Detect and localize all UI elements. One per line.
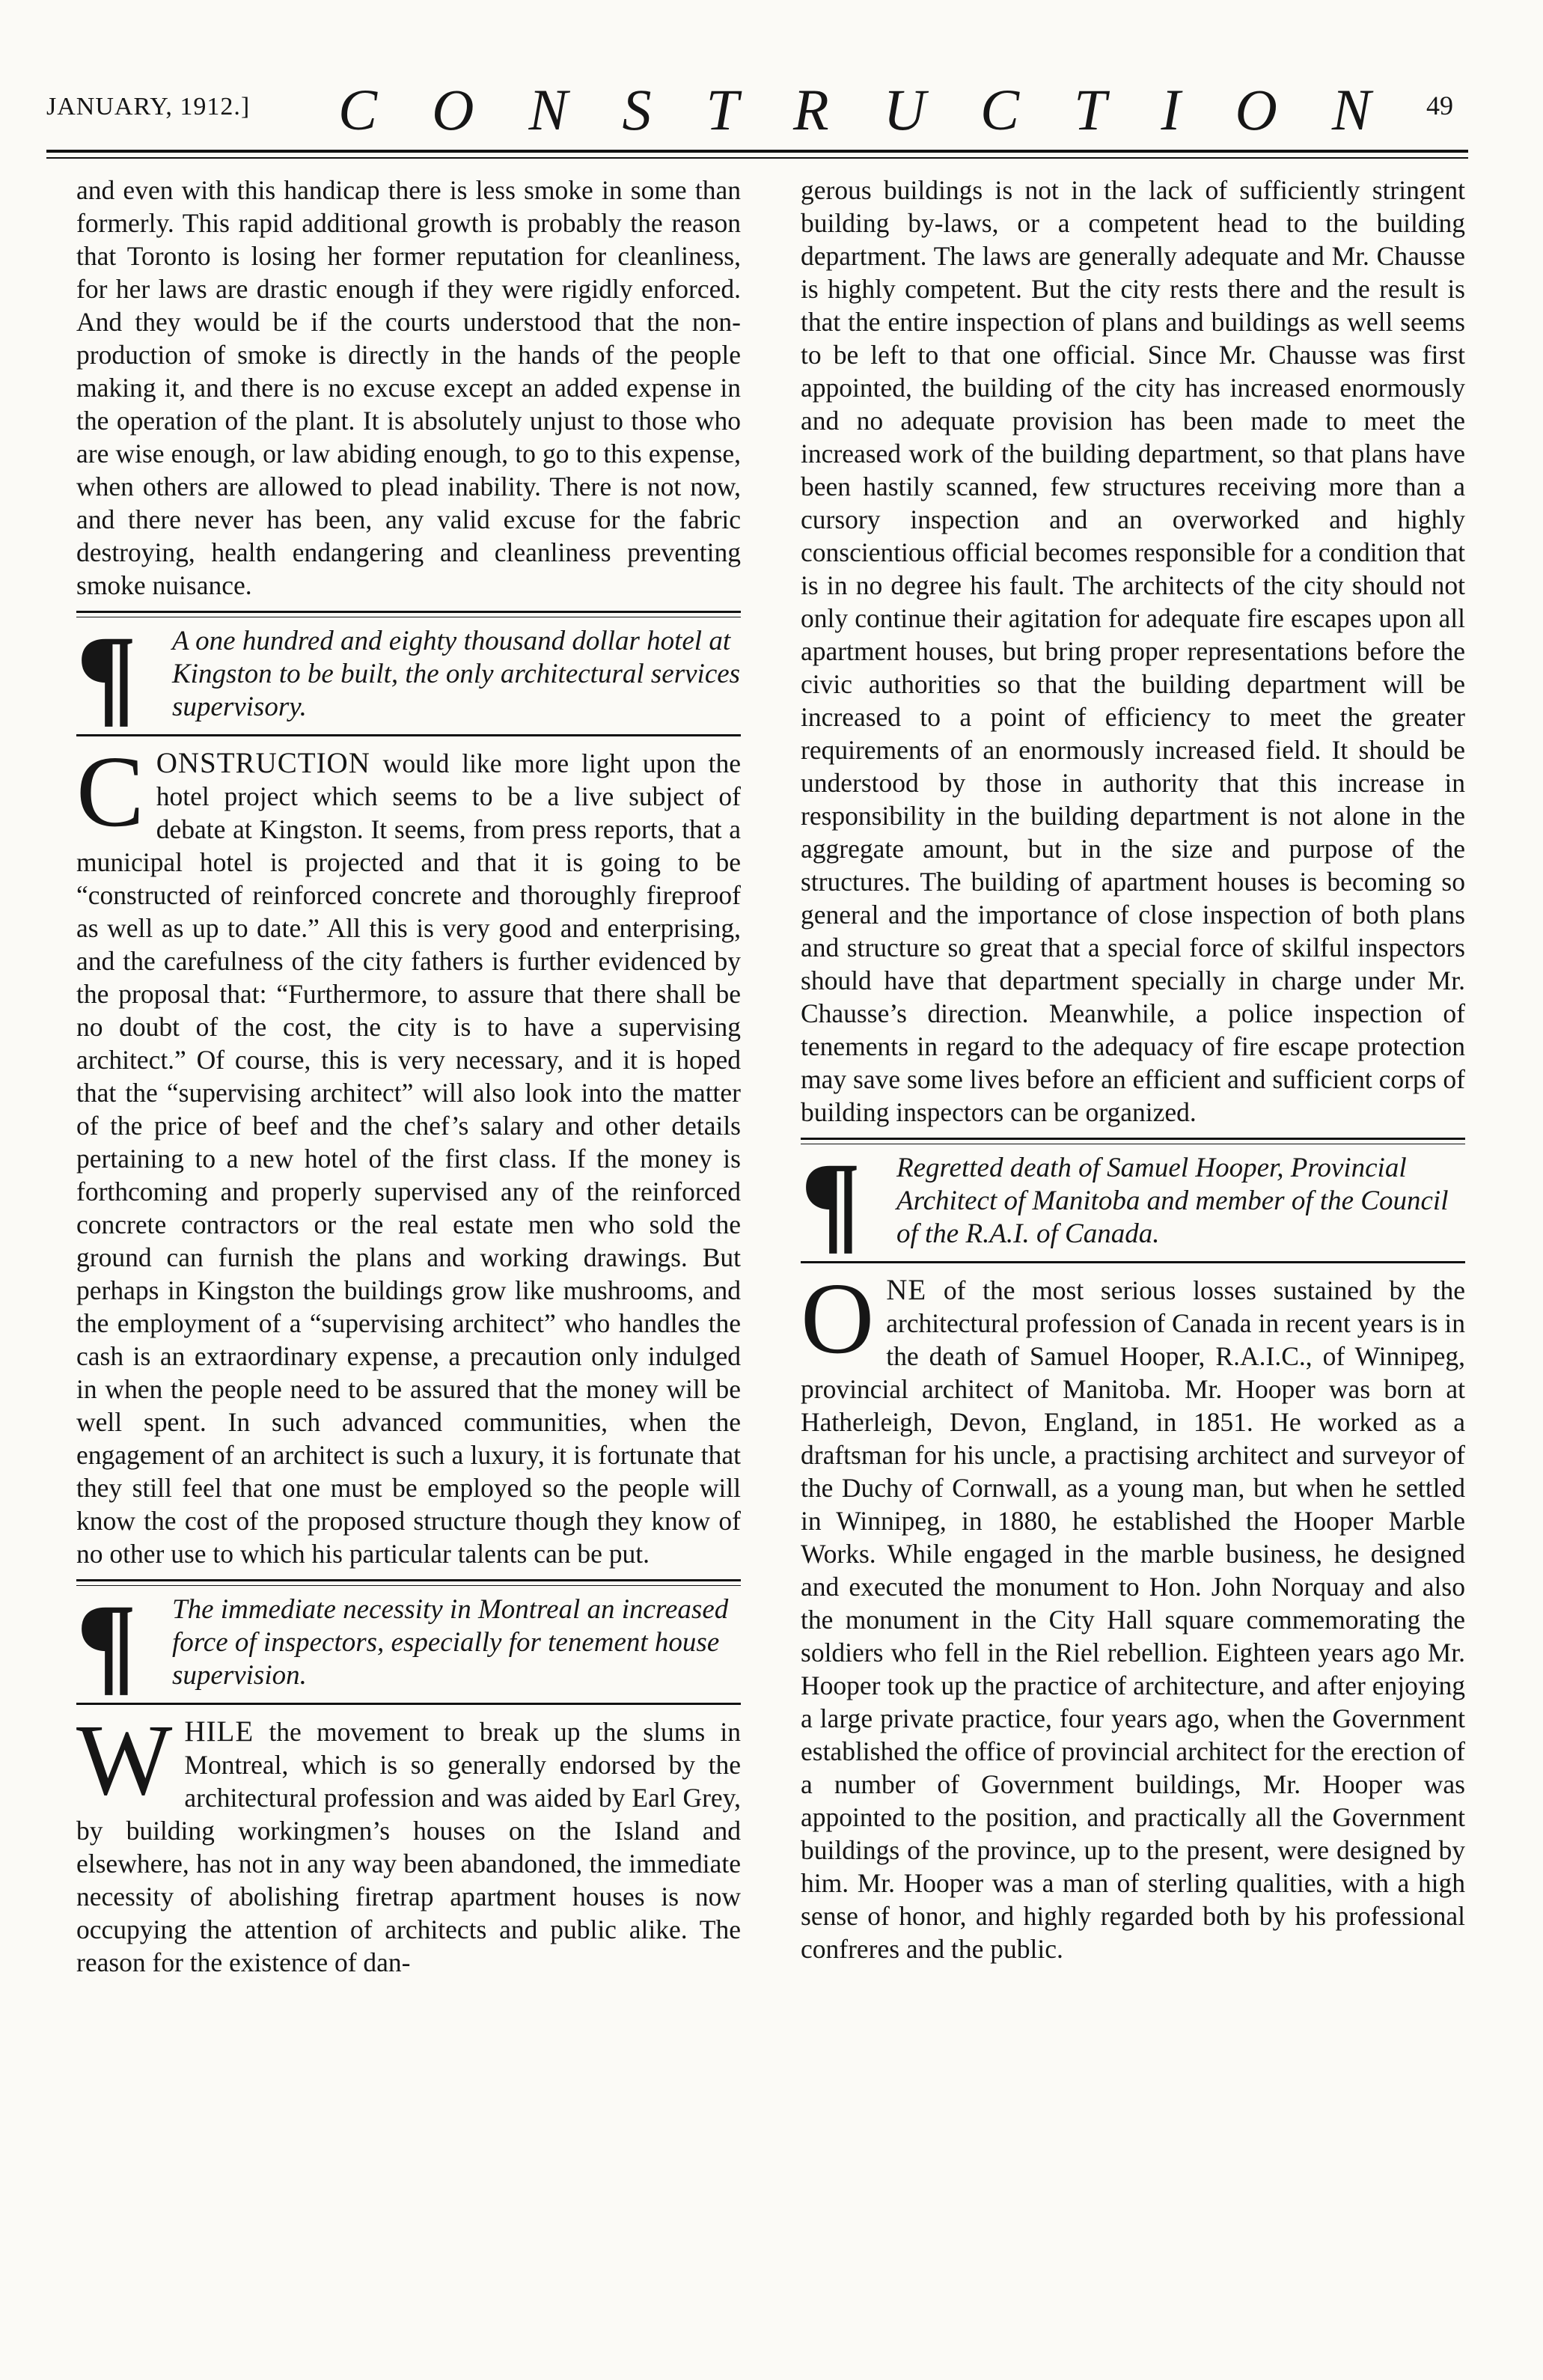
masthead-letter: T xyxy=(1074,77,1107,142)
masthead-letter: O xyxy=(432,77,474,142)
right-column xyxy=(801,174,1465,1965)
header-rule xyxy=(46,150,1468,153)
masthead-letter: U xyxy=(883,77,926,142)
topic-box-kingston-hotel xyxy=(76,611,741,736)
montreal-inspectors-continued: gerous buildings is not in the lack of sufficiently stringent building by-laws, or a competent head to the building department. The laws are generally adequate and Mr. Chausse is highly competent. But the city rests there and the result is that the entire inspection of plans and buildings as well seems to be left to that one official. Since Mr. Chausse was first appointed, the building of the city has increased enormously and no adequate provision has been made to meet the increased work of the building department, so that plans have been hastily scanned, few structures receiving more than a cursory inspection and an overworked and highly conscientious official becomes responsible for a condition that is in no degree his fault. The architects of the city should not only continue their agitation for adequate fire escapes upon all apartment houses, but bring proper representations before the civic authorities so that the building department will be increased to a point of efficiency to meet the greater requirements of an enormously increased field. It should be understood by those in authority that this increase in responsibility in the building department is not alone in the aggregate amount, but in the size and purpose of the structures. The building of apartment houses is becoming so general and the importance of close inspection of both plans and structure so great that a special force of skilful inspectors should have that department specially in charge under Mr. Chausse’s direction. Meanwhile, a police inspection of tenements in regard to the adequacy of fire escape protection may save some lives before an efficient and sufficient corps of building inspectors can be organized. xyxy=(801,175,1465,1127)
pilcrow-icon: ¶ xyxy=(801,1140,862,1264)
masthead-letter: O xyxy=(1235,77,1277,142)
topic-box-montreal-inspectors xyxy=(76,1579,741,1705)
samuel-hooper-obituary xyxy=(801,1263,1465,1965)
topic-summary: A one hundred and eighty thousand dollar hotel at Kingston to be built, the only architectural services supervisory. xyxy=(172,626,741,722)
smoke-nuisance-paragraph: and even with this handicap there is less smoke in some than formerly. This rapid additional growth is probably the reason that Toronto is losing her former reputation for cleanliness, for her laws are drastic enough if they were rigidly enforced. And they would be if the courts understood that the non-production of smoke is directly in the hands of the people making it, and there is no excuse except an added expense in the operation of the plant. It is absolutely unjust to those who are wise enough, or law abiding enough, to go to this expense, when others are allowed to plead inability. There is not now, and there never has been, any valid excuse for the fabric destroying, health endangering and cleanliness preventing smoke nuisance. xyxy=(76,175,741,600)
article-body: of the most serious losses sustained by the architectural profession of Canada in recent years is in the death of Samuel Hooper, R.A.I.C., of Winnipeg, provincial architect of Manitoba. Mr. Hooper was born at Hatherleigh, Devon, England, in 1851. He worked as a draftsman for his uncle, a practising architect and surveyor of the Duchy of Cornwall, as a young man, but when he settled in Winnipeg, in 1880, he established the Hooper Marble Works. While engaged in the marble business, he designed and executed the monument to Hon. John Norquay and also the monument in the City Hall square commemorating the soldiers who fell in the Riel rebellion. Eighteen years ago Mr. Hooper took up the practice of architecture, and after enjoying a large private practice, four years ago, when the Government established the office of provincial architect for the erection of a number of Government buildings, Mr. Hooper was appointed to the position, and practically all the Government buildings of the province, up to the present, were designed by him. Mr. Hooper was a man of sterling qualities, with a high sense of honor, and highly regarded both by his professional confreres and the public. xyxy=(801,1275,1465,1964)
lead-word: NE xyxy=(886,1274,927,1306)
header-rule-thin xyxy=(46,157,1468,159)
drop-cap: W xyxy=(76,1704,173,1816)
masthead-letter: C xyxy=(338,77,378,142)
lead-word: HILE xyxy=(184,1715,254,1748)
topic-summary: The immediate necessity in Montreal an increased force of inspectors, especially for tenement house supervision. xyxy=(172,1594,729,1691)
topic-summary: Regretted death of Samuel Hooper, Provincial Architect of Manitoba and member of the Council of the R.A.I. of Canada. xyxy=(896,1153,1449,1249)
pilcrow-icon: ¶ xyxy=(76,1581,138,1706)
masthead-letter: N xyxy=(1331,77,1371,142)
montreal-inspectors-article xyxy=(76,1704,741,1979)
kingston-hotel-article xyxy=(76,736,741,1570)
topic-box-samuel-hooper xyxy=(801,1138,1465,1263)
page-number: 49 xyxy=(1426,91,1453,120)
masthead-title xyxy=(338,77,1371,142)
issue-date: JANUARY, 1912.] xyxy=(46,93,251,120)
article-body: would like more light upon the hotel project which seems to be a live subject of debate at Kingston. It seems, from press reports, that a municipal hotel is projected and that it is going to be “constructed of reinforced concrete and thoroughly fireproof as well as up to date.” All this is very good and enterprising, and the carefulness of the city fathers is further evidenced by the proposal that: “Furthermore, to assure that there shall be no doubt of the cost, the city is to have a supervising architect.” Of course, this is very necessary, and it is hoped that the “supervising architect” will also look into the matter of the price of beef and the chef’s salary and other details pertaining to a new hotel of the first class. If the money is forthcoming and properly supervised any of the reinforced concrete contractors or the real estate men who sold the ground can furnish the plans and working drawings. But perhaps in Kingston the buildings grow like mushrooms, and the employment of a “supervising architect” who handles the cash is an extraordinary expense, a precaution only indulged in when the people need to be assured that the money will be well spent. In such advanced communities, when the engagement of an architect is such a luxury, it is fortunate that they still feel that one must be employed so the people will know the cost of the proposed structure though they know of no other use to which his particular talents can be put. xyxy=(76,748,741,1569)
masthead-letter: I xyxy=(1161,77,1181,142)
drop-cap: O xyxy=(801,1263,875,1375)
masthead-letter: T xyxy=(706,77,739,142)
masthead-letter: N xyxy=(528,77,568,142)
drop-cap: C xyxy=(76,736,144,848)
masthead-letter: C xyxy=(980,77,1020,142)
page-header xyxy=(46,43,1468,156)
lead-word: ONSTRUCTION xyxy=(156,747,370,779)
article-body: the movement to break up the slums in Montreal, which is so generally endorsed by the architectural profession and was aided by Earl Grey, by building workingmen’s houses on the Island and elsewhere, has not in any way been abandoned, the immediate necessity of abolishing firetrap apartment houses is now occupying the attention of architects and public alike. The reason for the existence of dan- xyxy=(76,1717,741,1977)
masthead-letter: R xyxy=(792,77,829,142)
pilcrow-icon: ¶ xyxy=(76,613,138,737)
left-column xyxy=(76,174,741,1979)
masthead-letter: S xyxy=(622,77,652,142)
